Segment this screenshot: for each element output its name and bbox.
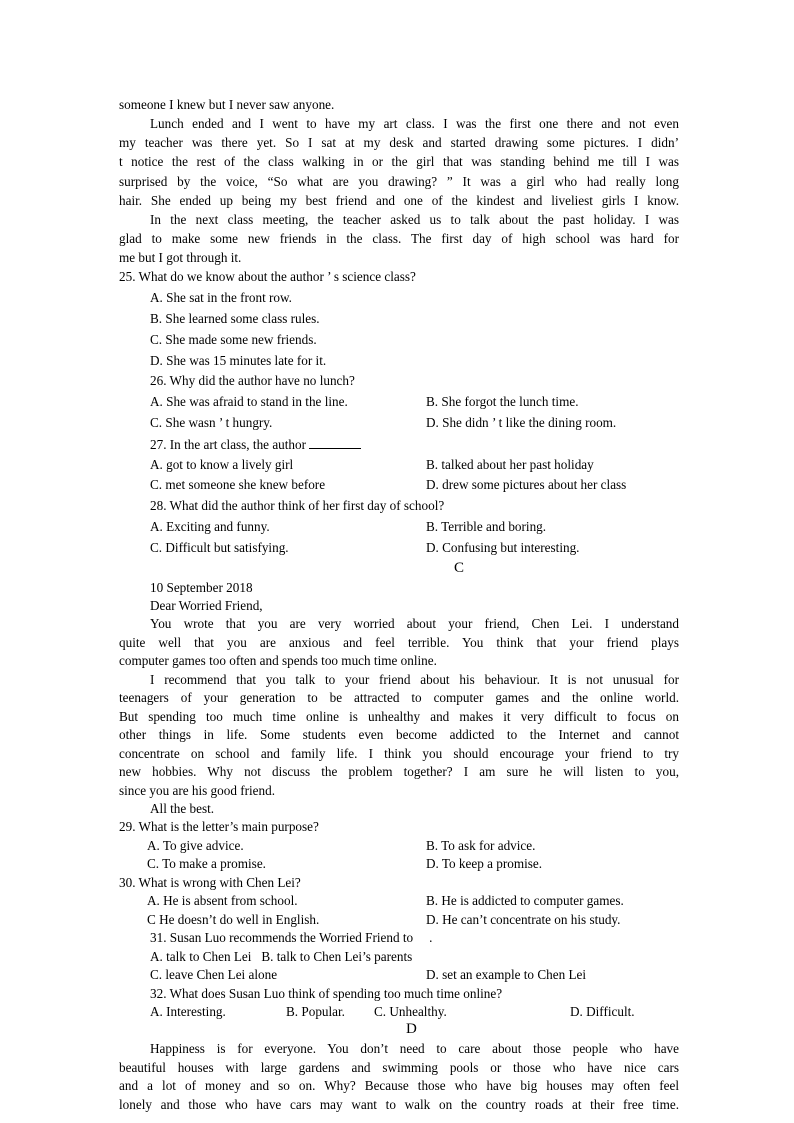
question-29-option-b: B. To ask for advice. (426, 838, 536, 853)
question-29-option-d: D. To keep a promise. (426, 856, 543, 871)
letter-date: 10 September 2018 (150, 580, 253, 595)
letter-greeting: Dear Worried Friend, (150, 598, 263, 613)
question-31-option-a: A. talk to Chen Lei (150, 949, 252, 964)
question-31-option-c: C. leave Chen Lei alone (150, 967, 278, 982)
question-31-options-ab (150, 948, 710, 966)
question-25-option-b: B. She learned some class rules. (150, 311, 320, 326)
question-32-option-b: B. Popular. (286, 1004, 345, 1019)
letter-line: I recommend that you talk to your friend about his behaviour. It is not unusual for (150, 672, 679, 687)
passage-b-line: me but I got through it. (119, 250, 242, 265)
letter-line: You wrote that you are very worried about your friend, Chen Lei. I understand (150, 616, 679, 631)
question-31-stem-end: . (429, 930, 433, 945)
question-27-option-d: D. drew some pictures about her class (426, 477, 627, 492)
letter-line: quite well that you are anxious and feel terrible. You think that your friend plays (119, 635, 679, 650)
question-26-option-c: C. She wasn ’ t hungry. (150, 415, 273, 430)
question-27-option-b: B. talked about her past holiday (426, 457, 594, 472)
letter-line: teenagers of your generation to be attracted to computer games and the online world. (119, 690, 679, 705)
question-30-stem: 30. What is wrong with Chen Lei? (119, 875, 301, 890)
question-27-stem-text: 27. In the art class, the author (150, 437, 307, 452)
question-30-option-c: C He doesn’t do well in English. (147, 912, 320, 927)
answer-blank (309, 435, 361, 449)
question-30-option-a: A. He is absent from school. (147, 893, 298, 908)
letter-line: other things in life. Some students even become addicted to the Internet and cannot (119, 727, 679, 742)
passage-d-line: and a lot of money and so on. Why? Because those who have big houses may often feel (119, 1078, 679, 1093)
question-31-stem-text: 31. Susan Luo recommends the Worried Friend to (150, 930, 414, 945)
question-29-stem: 29. What is the letter’s main purpose? (119, 819, 319, 834)
question-31-stem (150, 929, 710, 947)
question-25-option-a: A. She sat in the front row. (150, 290, 292, 305)
question-30-option-b: B. He is addicted to computer games. (426, 893, 624, 908)
question-27-option-a: A. got to know a lively girl (150, 457, 294, 472)
question-26-option-d: D. She didn ’ t like the dining room. (426, 415, 617, 430)
passage-b-line: Lunch ended and I went to have my art class. I was the first one there and not even (150, 116, 679, 131)
passage-b-line: my teacher was there yet. So I sat at my desk and started drawing some pictures. I didn’ (119, 135, 679, 150)
question-27-stem (150, 435, 710, 454)
letter-line: concentrate on school and family life. I think you should encourage your friend to try (119, 746, 679, 761)
passage-d-line: beautiful houses with large gardens and swimming pools or those who have nice cars (119, 1060, 679, 1075)
passage-b-line: hair. She ended up being my best friend and one of the kindest and liveliest girls I know. (119, 193, 679, 208)
section-d-heading: D (406, 1021, 417, 1037)
question-28-option-c: C. Difficult but satisfying. (150, 540, 289, 555)
question-28-stem: 28. What did the author think of her first day of school? (150, 498, 445, 513)
letter-line: But spending too much time online is unhealthy and makes it very difficult to focus on (119, 709, 679, 724)
question-25-stem: 25. What do we know about the author ’ s science class? (119, 269, 416, 284)
letter-line: new hobbies. Why not discuss the problem together? I am sure he will listen to you, (119, 764, 679, 779)
question-28-option-a: A. Exciting and funny. (150, 519, 270, 534)
passage-b-line: surprised by the voice, “So what are you drawing? ” It was a girl who had really long (119, 174, 679, 189)
section-c-heading: C (454, 560, 465, 576)
question-27-option-c: C. met someone she knew before (150, 477, 326, 492)
question-28-option-b: B. Terrible and boring. (426, 519, 547, 534)
question-26-option-b: B. She forgot the lunch time. (426, 394, 579, 409)
question-31-option-b: B. talk to Chen Lei’s parents (261, 949, 413, 964)
question-26-stem: 26. Why did the author have no lunch? (150, 373, 355, 388)
letter-line: computer games too often and spends too much time online. (119, 653, 437, 668)
passage-b-line: glad to make some new friends in the class. The first day of high school was hard for (119, 231, 679, 246)
question-29-option-a: A. To give advice. (147, 838, 244, 853)
question-32-option-a: A. Interesting. (150, 1004, 226, 1019)
passage-b-line: t notice the rest of the class walking in or the girl that was standing behind me till I was (119, 154, 679, 169)
question-31-option-d: D. set an example to Chen Lei (426, 967, 587, 982)
letter-closing: All the best. (150, 801, 215, 816)
question-28-option-d: D. Confusing but interesting. (426, 540, 580, 555)
question-25-option-c: C. She made some new friends. (150, 332, 317, 347)
question-25-option-d: D. She was 15 minutes late for it. (150, 353, 327, 368)
question-30-option-d: D. He can’t concentrate on his study. (426, 912, 621, 927)
question-29-option-c: C. To make a promise. (147, 856, 266, 871)
passage-b-line: In the next class meeting, the teacher asked us to talk about the past holiday. I was (150, 212, 679, 227)
question-32-stem: 32. What does Susan Luo think of spending too much time online? (150, 986, 503, 1001)
question-26-option-a: A. She was afraid to stand in the line. (150, 394, 348, 409)
passage-d-line: Happiness is for everyone. You don’t need to care about those people who have (150, 1041, 679, 1056)
passage-d-line: lonely and those who have cars may want to walk on the country roads at their free time. (119, 1097, 679, 1112)
question-32-option-c: C. Unhealthy. (374, 1004, 447, 1019)
question-32-option-d: D. Difficult. (570, 1004, 635, 1019)
passage-b-line: someone I knew but I never saw anyone. (119, 97, 335, 112)
letter-line: since you are his good friend. (119, 783, 276, 798)
